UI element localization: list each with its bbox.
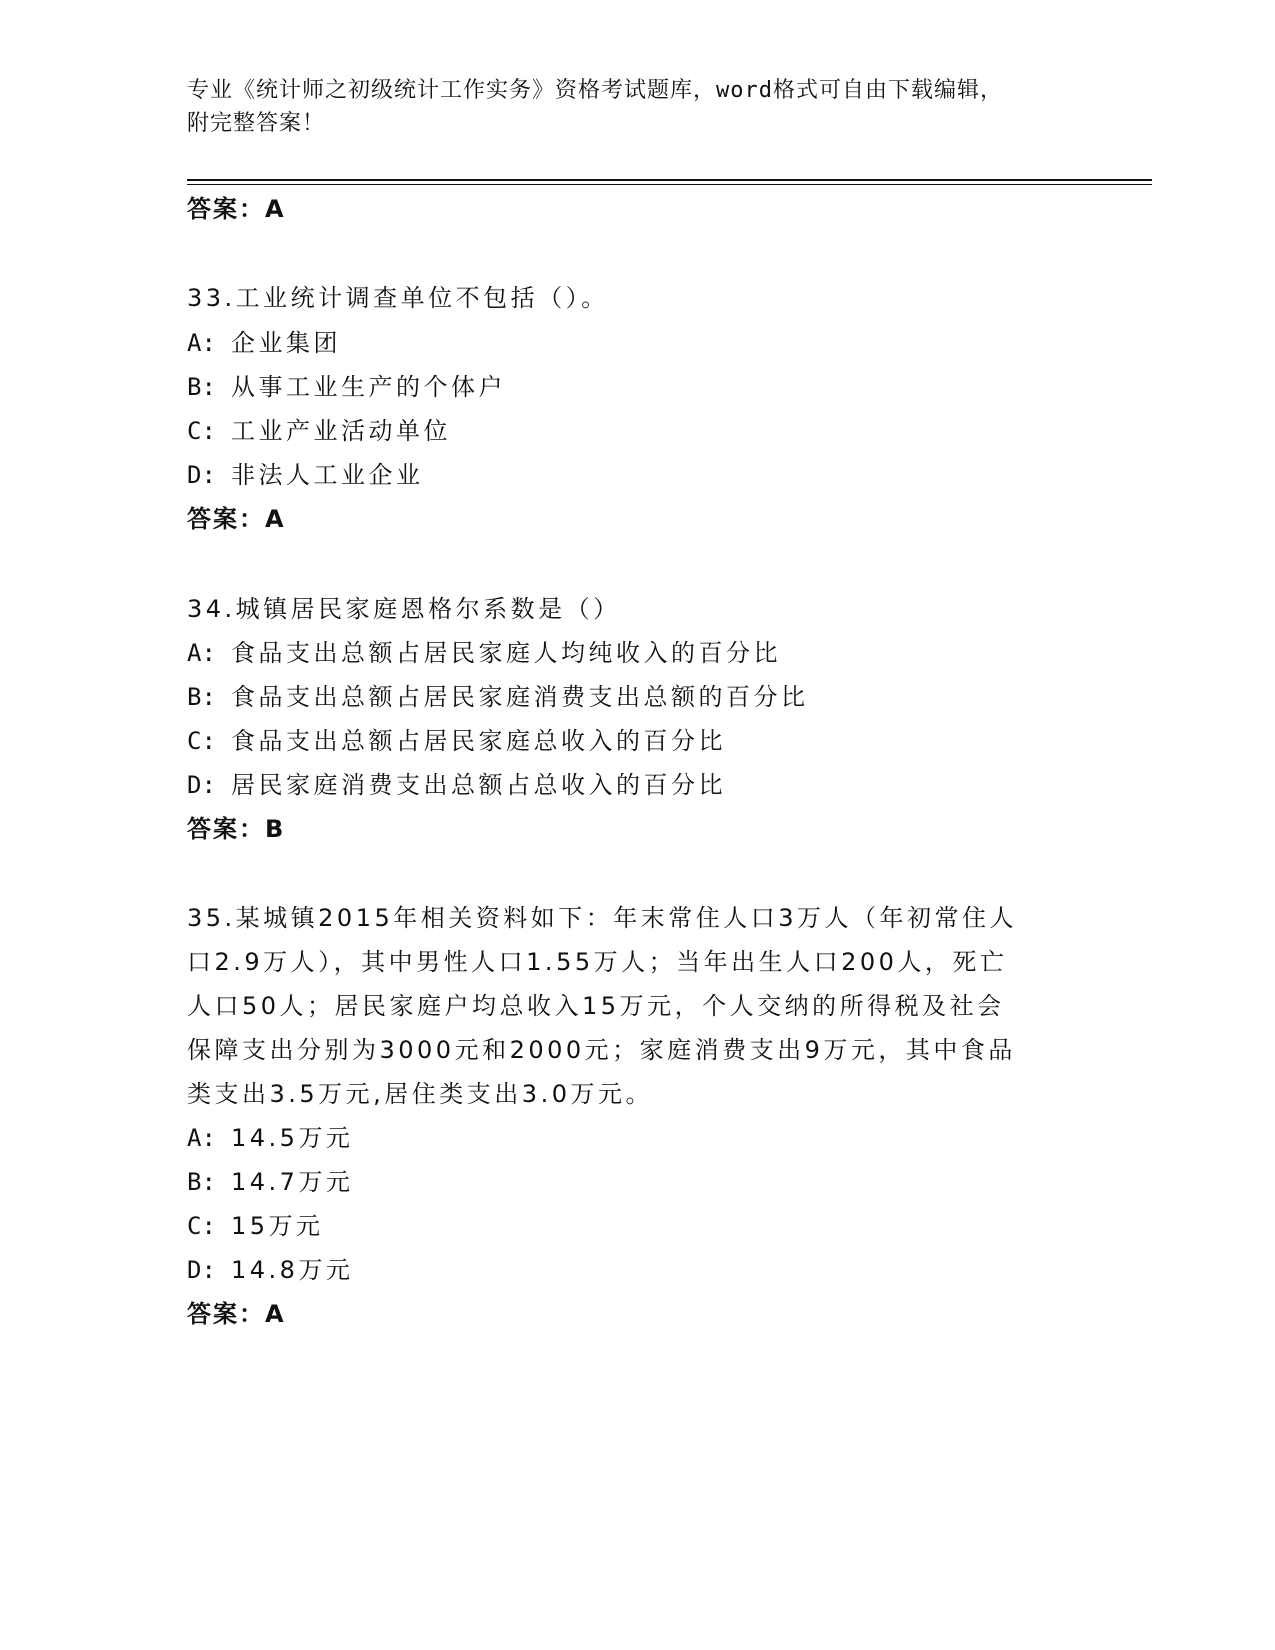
question-34-option-a — [187, 638, 781, 668]
header-rule-thick — [187, 179, 1152, 181]
question-33-option-d — [187, 460, 424, 490]
option-text: 工业产业活动单位 — [231, 417, 451, 445]
option-text: 食品支出总额占居民家庭总收入的百分比 — [231, 727, 726, 755]
question-35-stem-line-1: 35.某城镇2015年相关资料如下：年末常住人口3万人（年初常住人 — [187, 904, 1018, 932]
option-key: D: — [187, 461, 216, 489]
option-text: 14.5万元 — [231, 1124, 354, 1152]
question-34-option-c — [187, 726, 726, 756]
question-35-stem-line-5: 类支出3.5万元,居住类支出3.0万元。 — [187, 1080, 653, 1108]
option-key: D: — [187, 771, 216, 799]
question-33-stem: 33.工业统计调查单位不包括（）。 — [187, 284, 609, 312]
question-34-answer: 答案：B — [187, 815, 286, 843]
option-key: D: — [187, 1256, 216, 1284]
question-35-stem-line-3: 人口50人；居民家庭户均总收入15万元，个人交纳的所得税及社会 — [187, 992, 1005, 1020]
option-key: A: — [187, 1124, 216, 1152]
option-key: B: — [187, 1168, 216, 1196]
document-header — [187, 74, 1067, 140]
option-key: B: — [187, 373, 216, 401]
question-35-option-d — [187, 1255, 353, 1285]
question-35-stem-line-2: 口2.9万人），其中男性人口1.55万人；当年出生人口200人，死亡 — [187, 948, 1008, 976]
option-key: A: — [187, 329, 216, 357]
option-key: C: — [187, 1212, 216, 1240]
option-text: 企业集团 — [231, 329, 341, 357]
question-35-option-c — [187, 1211, 324, 1241]
option-text: 非法人工业企业 — [231, 461, 424, 489]
question-35-option-a — [187, 1123, 353, 1153]
question-33-option-a — [187, 328, 341, 358]
option-text: 食品支出总额占居民家庭消费支出总额的百分比 — [231, 683, 809, 711]
option-key: A: — [187, 639, 216, 667]
option-key: C: — [187, 417, 216, 445]
option-text: 14.8万元 — [231, 1256, 354, 1284]
question-35-option-b — [187, 1167, 353, 1197]
question-35-stem-line-4: 保障支出分别为3000元和2000元；家庭消费支出9万元，其中食品 — [187, 1036, 1016, 1064]
question-35-answer: 答案：A — [187, 1300, 286, 1328]
previous-answer: 答案：A — [187, 195, 286, 223]
option-text: 从事工业生产的个体户 — [231, 373, 506, 401]
question-33-option-b — [187, 372, 506, 402]
header-line-2: 附完整答案！ — [187, 111, 326, 136]
option-key: C: — [187, 727, 216, 755]
header-rule-thin — [187, 184, 1152, 185]
question-33-answer: 答案：A — [187, 505, 286, 533]
option-text: 15万元 — [231, 1212, 324, 1240]
option-text: 14.7万元 — [231, 1168, 354, 1196]
option-key: B: — [187, 683, 216, 711]
question-33-option-c — [187, 416, 451, 446]
header-line-1: 专业《统计师之初级统计工作实务》资格考试题库，word格式可自由下载编辑， — [187, 78, 1003, 103]
question-34-stem: 34.城镇居民家庭恩格尔系数是（） — [187, 595, 621, 623]
question-34-option-b — [187, 682, 809, 712]
option-text: 食品支出总额占居民家庭人均纯收入的百分比 — [231, 639, 781, 667]
question-34-option-d — [187, 770, 726, 800]
option-text: 居民家庭消费支出总额占总收入的百分比 — [231, 771, 726, 799]
